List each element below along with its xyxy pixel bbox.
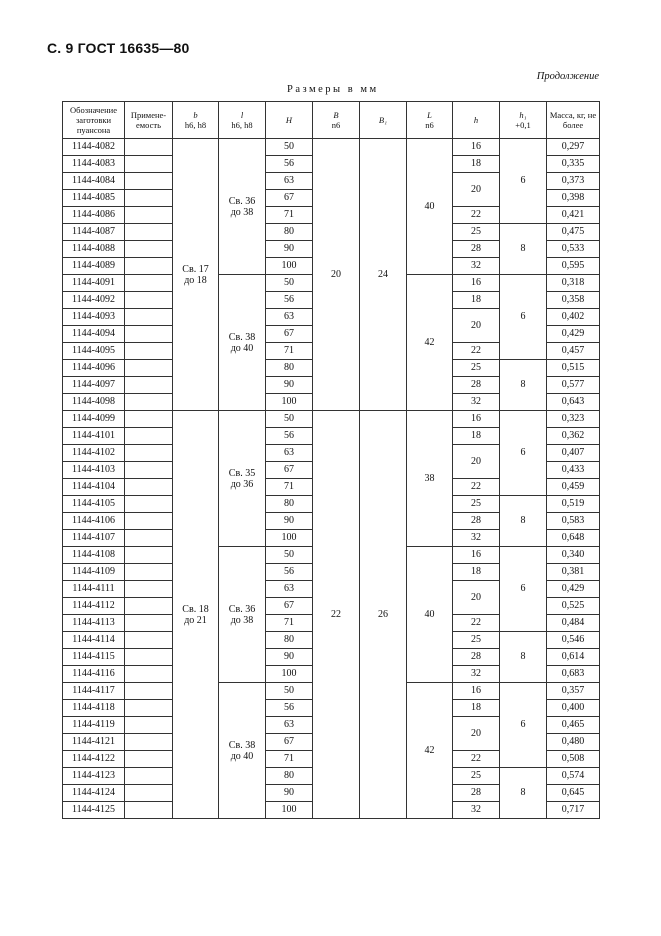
cell-designation: 1144-4108 <box>63 547 125 564</box>
cell-designation: 1144-4106 <box>63 513 125 530</box>
cell-application <box>125 768 173 785</box>
cell-designation: 1144-4084 <box>63 173 125 190</box>
cell-mass: 0,475 <box>547 224 600 241</box>
cell-H: 50 <box>266 683 313 700</box>
cell-h: 28 <box>453 241 500 258</box>
cell-H: 56 <box>266 700 313 717</box>
cell-application <box>125 173 173 190</box>
cell-designation: 1144-4089 <box>63 258 125 275</box>
cell-h: 32 <box>453 258 500 275</box>
header-designation: Обозначение заготовки пуансона <box>63 102 125 139</box>
cell-l-range-line2: до 40 <box>230 342 254 354</box>
cell-h1: 6 <box>500 275 547 360</box>
cell-mass: 0,614 <box>547 649 600 666</box>
cell-h: 16 <box>453 275 500 292</box>
cell-l-range-line1: Св. 35 <box>228 467 256 479</box>
cell-l-range-line2: до 40 <box>230 750 254 762</box>
cell-H: 71 <box>266 207 313 224</box>
cell-h: 22 <box>453 751 500 768</box>
cell-mass: 0,340 <box>547 547 600 564</box>
page-header: С. 9 ГОСТ 16635—80 <box>47 40 190 56</box>
cell-application <box>125 445 173 462</box>
cell-H: 63 <box>266 445 313 462</box>
cell-application <box>125 462 173 479</box>
cell-H: 50 <box>266 547 313 564</box>
cell-designation: 1144-4109 <box>63 564 125 581</box>
header-L-tolerance: n6 <box>425 120 434 130</box>
cell-l-range-line1: Св. 38 <box>228 739 256 751</box>
cell-H: 90 <box>266 649 313 666</box>
cell-h1: 8 <box>500 360 547 411</box>
cell-application <box>125 513 173 530</box>
cell-H: 71 <box>266 615 313 632</box>
cell-h: 20 <box>453 445 500 479</box>
cell-h: 25 <box>453 496 500 513</box>
cell-application <box>125 360 173 377</box>
cell-designation: 1144-4121 <box>63 734 125 751</box>
cell-h: 22 <box>453 207 500 224</box>
cell-mass: 0,480 <box>547 734 600 751</box>
cell-designation: 1144-4113 <box>63 615 125 632</box>
cell-H: 63 <box>266 581 313 598</box>
cell-h: 32 <box>453 394 500 411</box>
cell-H: 56 <box>266 292 313 309</box>
cell-mass: 0,484 <box>547 615 600 632</box>
cell-H: 90 <box>266 241 313 258</box>
cell-mass: 0,457 <box>547 343 600 360</box>
cell-H: 80 <box>266 768 313 785</box>
dimensions-caption: Размеры в мм <box>287 84 379 95</box>
table-row <box>63 139 600 156</box>
cell-h: 32 <box>453 530 500 547</box>
table-row <box>63 411 600 428</box>
header-B <box>313 102 360 139</box>
cell-h: 22 <box>453 343 500 360</box>
cell-h: 16 <box>453 411 500 428</box>
cell-application <box>125 428 173 445</box>
cell-designation: 1144-4107 <box>63 530 125 547</box>
cell-mass: 0,519 <box>547 496 600 513</box>
cell-l-range <box>219 139 266 275</box>
cell-B1: 24 <box>360 139 407 411</box>
cell-designation: 1144-4116 <box>63 666 125 683</box>
cell-application <box>125 615 173 632</box>
cell-application <box>125 649 173 666</box>
header-mass: Масса, кг, не более <box>547 102 600 139</box>
cell-designation: 1144-4125 <box>63 802 125 819</box>
cell-designation: 1144-4118 <box>63 700 125 717</box>
cell-designation: 1144-4092 <box>63 292 125 309</box>
header-b <box>173 102 219 139</box>
cell-application <box>125 496 173 513</box>
cell-designation: 1144-4103 <box>63 462 125 479</box>
cell-mass: 0,402 <box>547 309 600 326</box>
cell-mass: 0,459 <box>547 479 600 496</box>
header-h-symbol: h <box>473 115 479 125</box>
header-l-tolerance: h6, h8 <box>231 120 253 130</box>
cell-h: 20 <box>453 173 500 207</box>
header-H <box>266 102 313 139</box>
cell-designation: 1144-4087 <box>63 224 125 241</box>
header-H-symbol: H <box>285 115 293 125</box>
cell-B: 22 <box>313 411 360 819</box>
cell-application <box>125 275 173 292</box>
cell-b-range-line2: до 18 <box>184 274 207 286</box>
cell-mass: 0,323 <box>547 411 600 428</box>
cell-l-range-line2: до 36 <box>230 478 254 490</box>
cell-application <box>125 224 173 241</box>
cell-h1: 6 <box>500 139 547 224</box>
cell-application <box>125 156 173 173</box>
cell-h: 22 <box>453 479 500 496</box>
cell-designation: 1144-4123 <box>63 768 125 785</box>
header-B1-symbol: B₁ <box>378 115 388 125</box>
header-B-tolerance: n6 <box>331 120 341 130</box>
cell-application <box>125 292 173 309</box>
cell-l-range-line2: до 38 <box>230 614 254 626</box>
cell-designation: 1144-4082 <box>63 139 125 156</box>
cell-mass: 0,645 <box>547 785 600 802</box>
cell-designation: 1144-4094 <box>63 326 125 343</box>
cell-designation: 1144-4102 <box>63 445 125 462</box>
cell-application <box>125 734 173 751</box>
continuation-label: Продолжение <box>536 71 599 82</box>
cell-designation: 1144-4112 <box>63 598 125 615</box>
cell-application <box>125 394 173 411</box>
header-b-symbol: b <box>193 110 198 120</box>
cell-mass: 0,381 <box>547 564 600 581</box>
cell-designation: 1144-4099 <box>63 411 125 428</box>
header-b-tolerance: h6, h8 <box>184 120 207 130</box>
cell-H: 67 <box>266 462 313 479</box>
cell-h: 16 <box>453 683 500 700</box>
cell-H: 90 <box>266 513 313 530</box>
header-L-symbol: L <box>427 110 432 120</box>
cell-H: 90 <box>266 377 313 394</box>
header-L <box>407 102 453 139</box>
cell-H: 50 <box>266 139 313 156</box>
cell-H: 56 <box>266 428 313 445</box>
cell-h: 18 <box>453 564 500 581</box>
cell-application <box>125 802 173 819</box>
cell-h: 20 <box>453 717 500 751</box>
cell-designation: 1144-4088 <box>63 241 125 258</box>
cell-h1: 6 <box>500 547 547 632</box>
header-h1-tolerance: +0,1 <box>515 120 531 130</box>
cell-application <box>125 717 173 734</box>
cell-h: 32 <box>453 802 500 819</box>
cell-H: 56 <box>266 564 313 581</box>
cell-mass: 0,515 <box>547 360 600 377</box>
cell-H: 90 <box>266 785 313 802</box>
cell-h: 28 <box>453 513 500 530</box>
header-h1 <box>500 102 547 139</box>
cell-l-range <box>219 411 266 547</box>
cell-designation: 1144-4085 <box>63 190 125 207</box>
cell-h1: 6 <box>500 411 547 496</box>
cell-h: 25 <box>453 632 500 649</box>
cell-b-range-line2: до 21 <box>184 614 207 626</box>
cell-l-range-line1: Св. 36 <box>228 195 256 207</box>
cell-designation: 1144-4117 <box>63 683 125 700</box>
cell-designation: 1144-4105 <box>63 496 125 513</box>
cell-h: 18 <box>453 700 500 717</box>
header-B-symbol: B <box>333 110 339 120</box>
cell-designation: 1144-4114 <box>63 632 125 649</box>
cell-application <box>125 326 173 343</box>
header-application: Примене- емость <box>125 102 173 139</box>
cell-H: 67 <box>266 598 313 615</box>
cell-application <box>125 343 173 360</box>
cell-designation: 1144-4122 <box>63 751 125 768</box>
cell-H: 100 <box>266 802 313 819</box>
cell-H: 80 <box>266 360 313 377</box>
cell-mass: 0,508 <box>547 751 600 768</box>
cell-mass: 0,533 <box>547 241 600 258</box>
cell-H: 63 <box>266 173 313 190</box>
cell-designation: 1144-4097 <box>63 377 125 394</box>
cell-application <box>125 139 173 156</box>
cell-h: 25 <box>453 360 500 377</box>
header-row <box>63 102 600 139</box>
cell-h: 18 <box>453 156 500 173</box>
cell-h: 16 <box>453 547 500 564</box>
cell-H: 100 <box>266 530 313 547</box>
cell-mass: 0,318 <box>547 275 600 292</box>
header-l <box>219 102 266 139</box>
cell-mass: 0,643 <box>547 394 600 411</box>
cell-application <box>125 479 173 496</box>
cell-designation: 1144-4101 <box>63 428 125 445</box>
cell-b-range-line1: Св. 17 <box>182 263 209 275</box>
cell-h: 18 <box>453 292 500 309</box>
cell-h: 28 <box>453 785 500 802</box>
cell-L: 42 <box>407 683 453 819</box>
cell-L: 40 <box>407 547 453 683</box>
cell-H: 50 <box>266 411 313 428</box>
cell-H: 80 <box>266 224 313 241</box>
header-h1-symbol: h₁ <box>519 110 527 120</box>
cell-H: 100 <box>266 666 313 683</box>
cell-l-range-line2: до 38 <box>230 206 254 218</box>
cell-l-range <box>219 275 266 411</box>
cell-application <box>125 683 173 700</box>
cell-H: 80 <box>266 632 313 649</box>
cell-application <box>125 309 173 326</box>
cell-h: 32 <box>453 666 500 683</box>
cell-mass: 0,525 <box>547 598 600 615</box>
cell-mass: 0,583 <box>547 513 600 530</box>
cell-application <box>125 207 173 224</box>
cell-mass: 0,595 <box>547 258 600 275</box>
cell-application <box>125 632 173 649</box>
cell-H: 71 <box>266 751 313 768</box>
cell-L: 42 <box>407 275 453 411</box>
cell-mass: 0,683 <box>547 666 600 683</box>
cell-h: 22 <box>453 615 500 632</box>
cell-mass: 0,357 <box>547 683 600 700</box>
cell-H: 63 <box>266 717 313 734</box>
cell-H: 56 <box>266 156 313 173</box>
cell-H: 100 <box>266 394 313 411</box>
cell-designation: 1144-4093 <box>63 309 125 326</box>
cell-B1: 26 <box>360 411 407 819</box>
cell-H: 63 <box>266 309 313 326</box>
cell-mass: 0,429 <box>547 326 600 343</box>
cell-h1: 8 <box>500 768 547 819</box>
header-B1 <box>360 102 407 139</box>
cell-application <box>125 700 173 717</box>
cell-application <box>125 258 173 275</box>
cell-H: 71 <box>266 343 313 360</box>
cell-designation: 1144-4091 <box>63 275 125 292</box>
cell-application <box>125 547 173 564</box>
cell-b-range <box>173 139 219 411</box>
cell-application <box>125 190 173 207</box>
cell-application <box>125 411 173 428</box>
spec-table <box>62 101 600 819</box>
cell-mass: 0,373 <box>547 173 600 190</box>
cell-mass: 0,358 <box>547 292 600 309</box>
cell-l-range <box>219 683 266 819</box>
cell-h: 25 <box>453 224 500 241</box>
cell-mass: 0,717 <box>547 802 600 819</box>
cell-mass: 0,407 <box>547 445 600 462</box>
cell-l-range-line1: Св. 38 <box>228 331 256 343</box>
cell-application <box>125 785 173 802</box>
cell-designation: 1144-4096 <box>63 360 125 377</box>
cell-application <box>125 377 173 394</box>
cell-b-range-line1: Св. 18 <box>182 603 209 615</box>
cell-H: 100 <box>266 258 313 275</box>
cell-designation: 1144-4098 <box>63 394 125 411</box>
spec-table-body <box>63 139 600 819</box>
cell-h: 18 <box>453 428 500 445</box>
cell-application <box>125 598 173 615</box>
cell-H: 80 <box>266 496 313 513</box>
cell-h1: 8 <box>500 496 547 547</box>
cell-mass: 0,546 <box>547 632 600 649</box>
cell-designation: 1144-4119 <box>63 717 125 734</box>
cell-H: 67 <box>266 190 313 207</box>
header-l-symbol: l <box>240 110 244 120</box>
cell-L: 38 <box>407 411 453 547</box>
cell-designation: 1144-4083 <box>63 156 125 173</box>
cell-application <box>125 581 173 598</box>
cell-H: 50 <box>266 275 313 292</box>
cell-mass: 0,297 <box>547 139 600 156</box>
cell-l-range <box>219 547 266 683</box>
cell-mass: 0,465 <box>547 717 600 734</box>
cell-h1: 8 <box>500 224 547 275</box>
cell-designation: 1144-4095 <box>63 343 125 360</box>
cell-mass: 0,429 <box>547 581 600 598</box>
cell-mass: 0,398 <box>547 190 600 207</box>
cell-mass: 0,574 <box>547 768 600 785</box>
cell-H: 71 <box>266 479 313 496</box>
cell-B: 20 <box>313 139 360 411</box>
cell-mass: 0,400 <box>547 700 600 717</box>
cell-designation: 1144-4124 <box>63 785 125 802</box>
cell-H: 67 <box>266 326 313 343</box>
cell-h: 16 <box>453 139 500 156</box>
cell-H: 67 <box>266 734 313 751</box>
cell-mass: 0,362 <box>547 428 600 445</box>
cell-mass: 0,648 <box>547 530 600 547</box>
cell-application <box>125 241 173 258</box>
cell-designation: 1144-4086 <box>63 207 125 224</box>
cell-designation: 1144-4115 <box>63 649 125 666</box>
cell-application <box>125 530 173 547</box>
cell-mass: 0,433 <box>547 462 600 479</box>
cell-l-range-line1: Св. 36 <box>228 603 256 615</box>
cell-b-range <box>173 411 219 819</box>
cell-h: 20 <box>453 581 500 615</box>
cell-designation: 1144-4104 <box>63 479 125 496</box>
cell-h1: 8 <box>500 632 547 683</box>
cell-application <box>125 751 173 768</box>
cell-h: 25 <box>453 768 500 785</box>
cell-application <box>125 564 173 581</box>
cell-h: 28 <box>453 377 500 394</box>
cell-mass: 0,421 <box>547 207 600 224</box>
cell-L: 40 <box>407 139 453 275</box>
cell-mass: 0,577 <box>547 377 600 394</box>
cell-mass: 0,335 <box>547 156 600 173</box>
cell-application <box>125 666 173 683</box>
cell-h: 28 <box>453 649 500 666</box>
header-h <box>453 102 500 139</box>
cell-h1: 6 <box>500 683 547 768</box>
cell-h: 20 <box>453 309 500 343</box>
cell-designation: 1144-4111 <box>63 581 125 598</box>
